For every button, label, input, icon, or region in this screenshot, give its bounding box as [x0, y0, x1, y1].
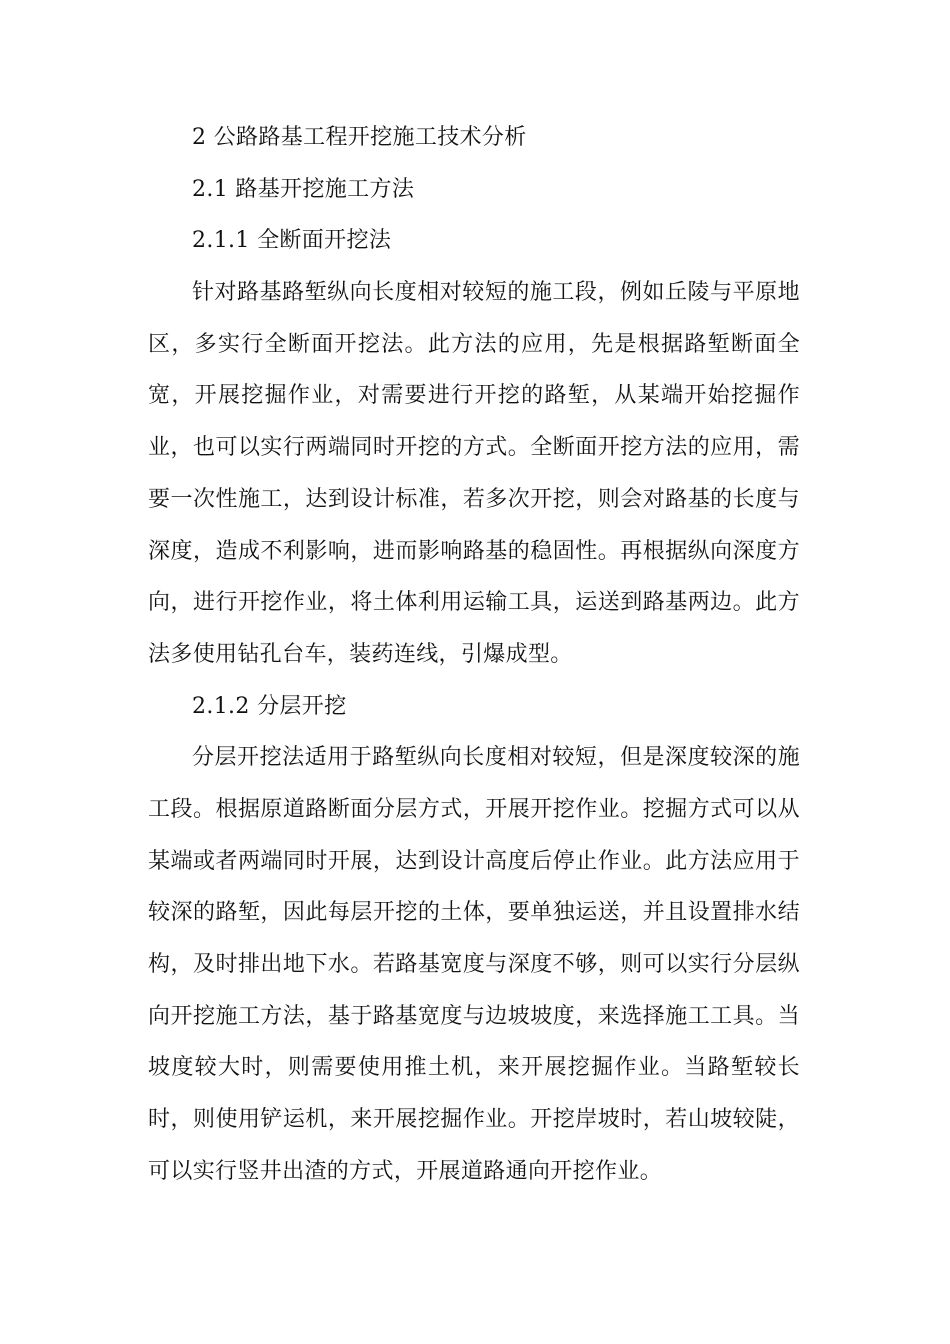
- paragraph-line: 向开挖施工方法，基于路基宽度与边坡坡度，来选择施工工具。当: [148, 1003, 800, 1029]
- paragraph-line: 工段。根据原道路断面分层方式，开展开挖作业。挖掘方式可以从: [148, 796, 800, 822]
- paragraph-line: 可以实行竖井出渣的方式，开展道路通向开挖作业。: [148, 1158, 663, 1184]
- paragraph-line: 某端或者两端同时开展，达到设计高度后停止作业。此方法应用于: [148, 848, 800, 874]
- section-heading-2-1-1: 2.1.1 全断面开挖法: [192, 228, 392, 254]
- document-body: [148, 112, 800, 1197]
- paragraph-line: 时，则使用铲运机，来开展挖掘作业。开挖岸坡时，若山坡较陡，: [148, 1107, 800, 1133]
- section-heading-2: 2 公路路基工程开挖施工技术分析: [192, 125, 527, 150]
- paragraph-line: 较深的路堑，因此每层开挖的土体，要单独运送，并且设置排水结: [148, 900, 800, 926]
- paragraph-line: 区，多实行全断面开挖法。此方法的应用，先是根据路堑断面全: [148, 331, 800, 357]
- paragraph-line: 业，也可以实行两端同时开挖的方式。全断面开挖方法的应用，需: [148, 435, 800, 461]
- paragraph-line: 法多使用钻孔台车，装药连线，引爆成型。: [148, 641, 573, 667]
- paragraph-line: 构，及时排出地下水。若路基宽度与深度不够，则可以实行分层纵: [148, 952, 800, 977]
- section-heading-2-1-2: 2.1.2 分层开挖: [192, 693, 347, 719]
- section-heading-2-1: 2.1 路基开挖施工方法: [192, 176, 415, 202]
- paragraph-line: 向，进行开挖作业，将土体利用运输工具，运送到路基两边。此方: [148, 590, 800, 616]
- paragraph-line: 分层开挖法适用于路堑纵向长度相对较短，但是深度较深的施: [192, 745, 800, 771]
- paragraph-line: 坡度较大时，则需要使用推土机，来开展挖掘作业。当路堑较长: [148, 1055, 800, 1081]
- paragraph-line: 深度，造成不利影响，进而影响路基的稳固性。再根据纵向深度方: [148, 538, 800, 564]
- paragraph-full-section-excavation: [148, 267, 800, 681]
- paragraph-layered-excavation: [148, 732, 800, 1197]
- paragraph-line: 宽，开展挖掘作业，对需要进行开挖的路堑，从某端开始挖掘作: [148, 383, 800, 409]
- paragraph-line: 要一次性施工，达到设计标准，若多次开挖，则会对路基的长度与: [148, 486, 800, 512]
- paragraph-line: 针对路基路堑纵向长度相对较短的施工段，例如丘陵与平原地: [192, 280, 800, 306]
